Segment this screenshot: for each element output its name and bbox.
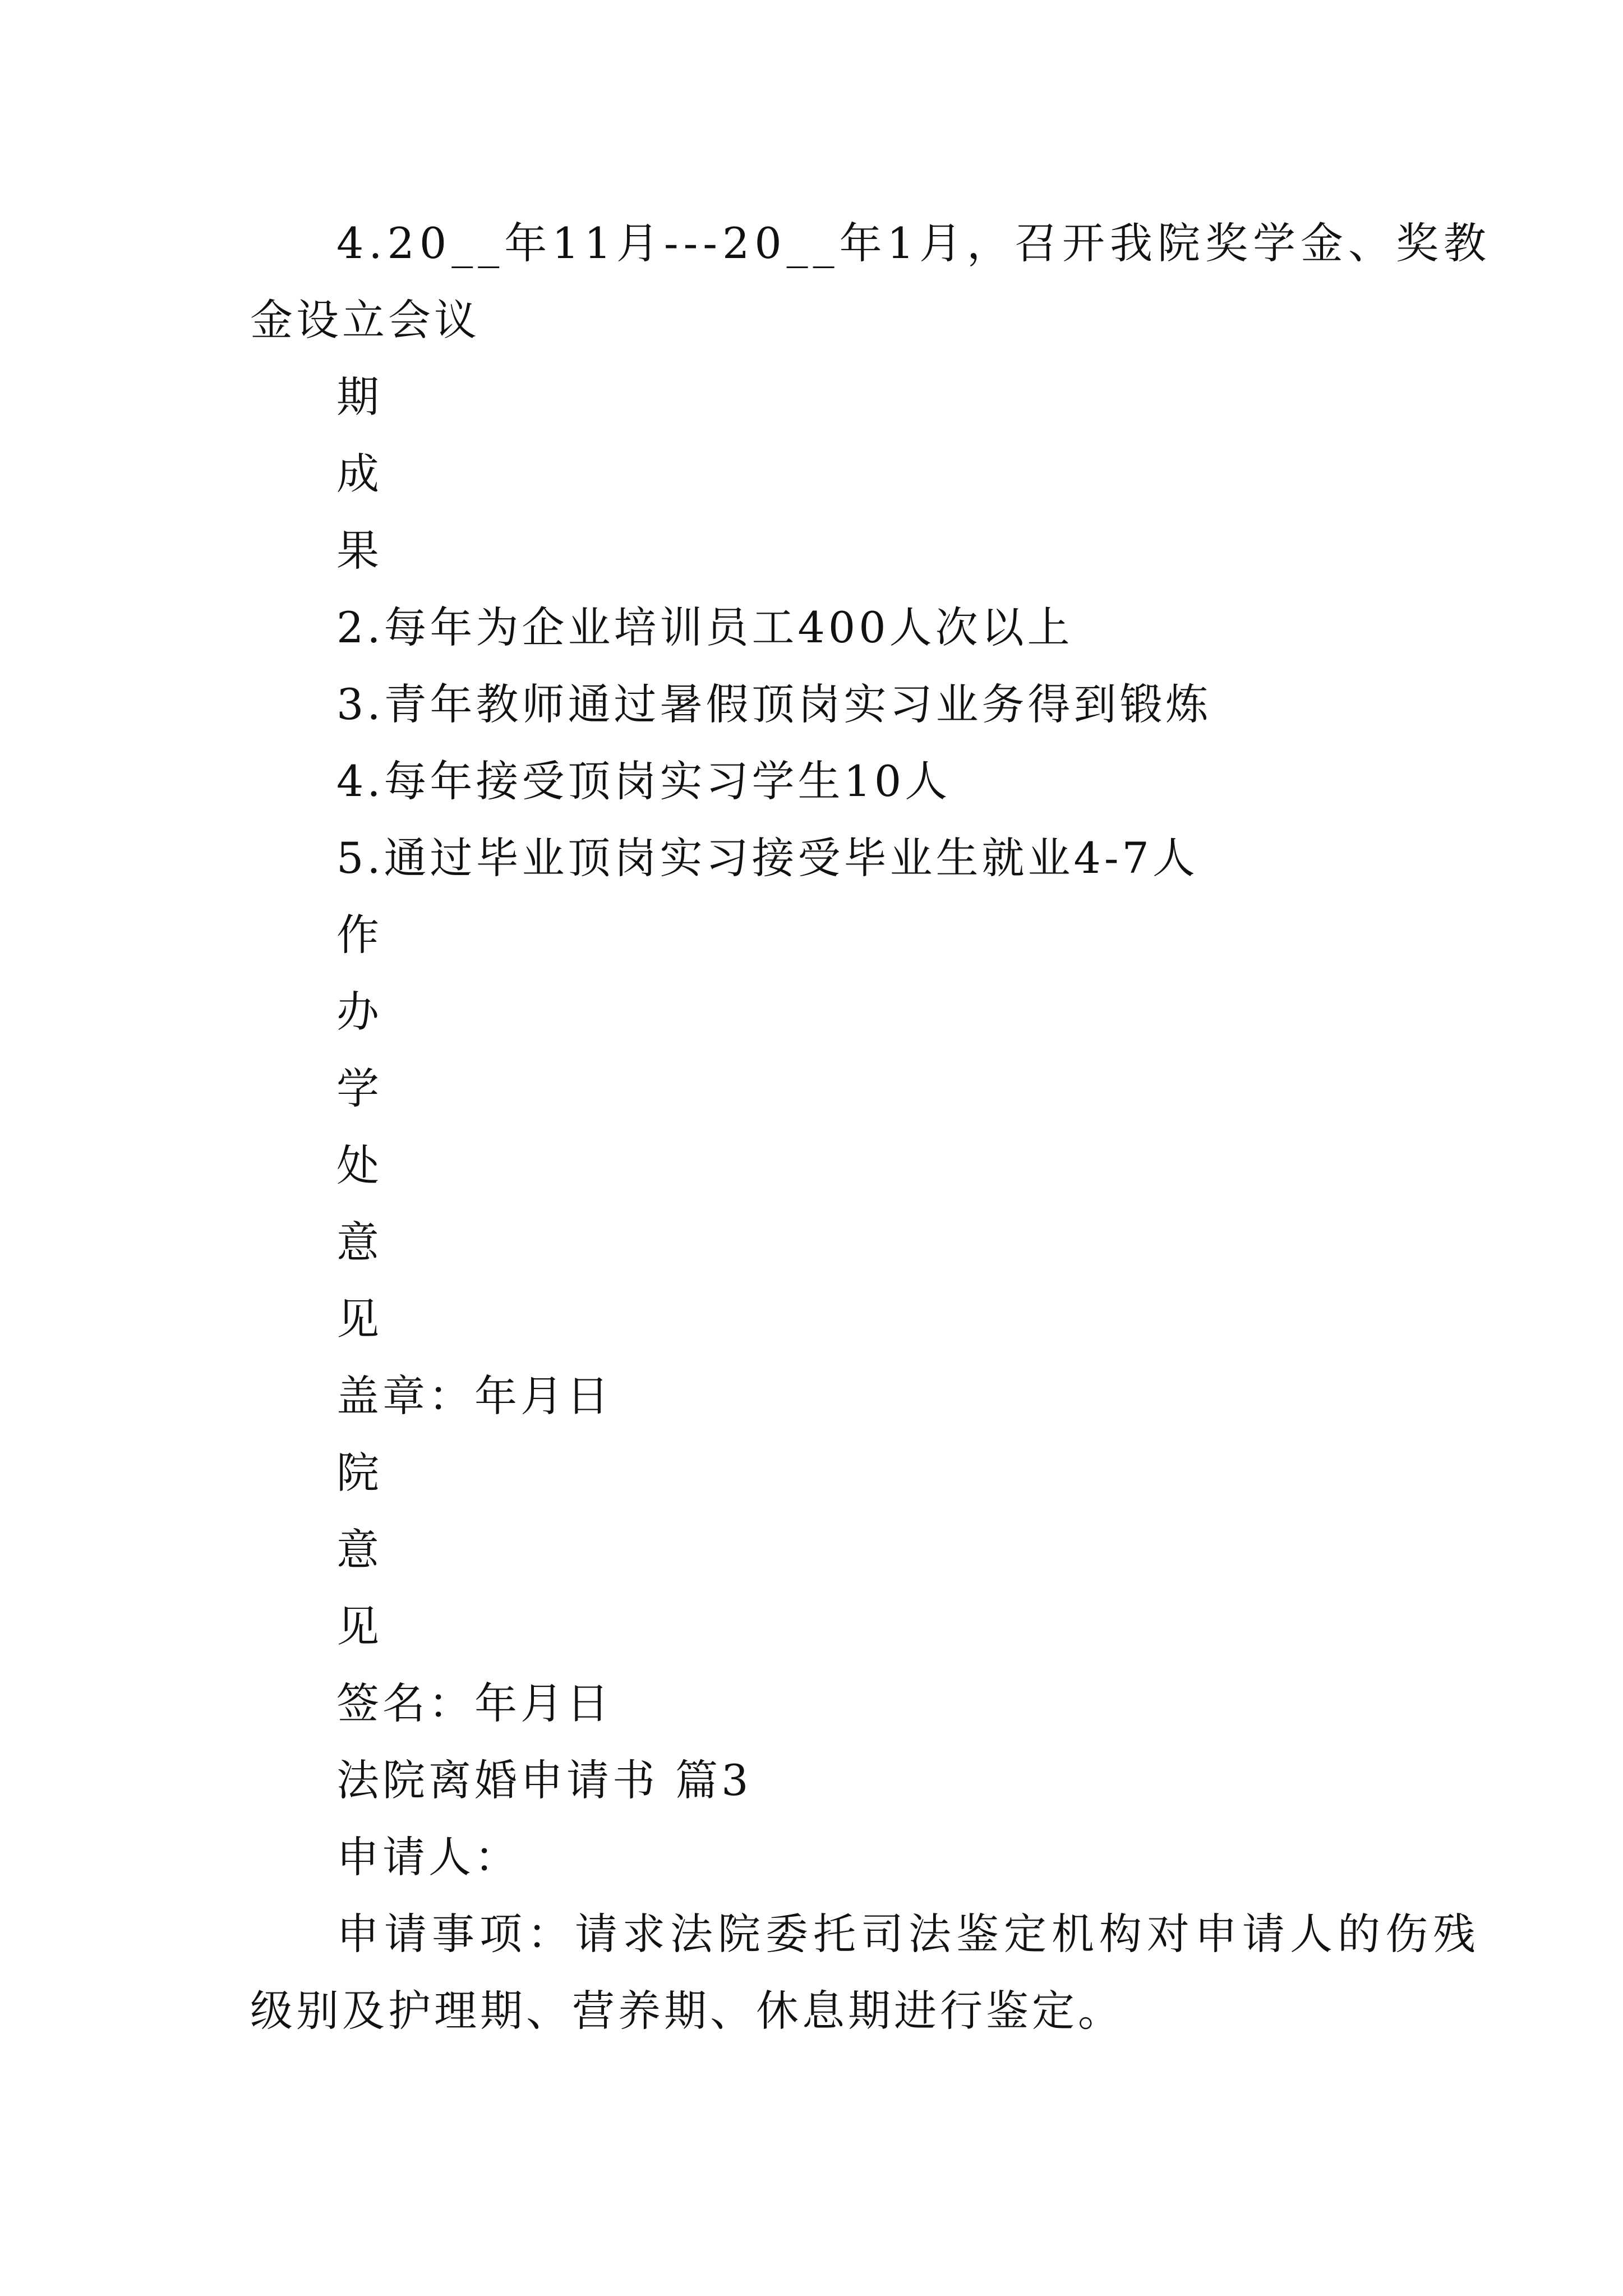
section-heading: 法院离婚申请书 篇3 xyxy=(336,1755,752,1805)
text-line: 办 xyxy=(336,987,382,1037)
text-line: 盖章：年月日 xyxy=(336,1371,612,1421)
text-line: 见 xyxy=(336,1294,382,1344)
text-line: 2.每年为企业培训员工400人次以上 xyxy=(336,602,1073,652)
text-line: 学 xyxy=(336,1064,382,1114)
text-line: 3.青年教师通过暑假顶岗实习业务得到锻炼 xyxy=(336,679,1212,729)
text-line: 意 xyxy=(336,1217,382,1267)
text-line: 意 xyxy=(336,1525,382,1575)
text-line: 处 xyxy=(336,1140,382,1190)
text-line: 期 xyxy=(336,372,382,422)
text-line: 院 xyxy=(336,1448,382,1498)
text-line: 级别及护理期、营养期、休息期进行鉴定。 xyxy=(250,1986,1124,2036)
text-line: 5.通过毕业顶岗实习接受毕业生就业4-7人 xyxy=(336,833,1198,883)
text-line: 金设立会议 xyxy=(250,295,480,345)
text-line: 申请事项：请求法院委托司法鉴定机构对申请人的伤残 xyxy=(336,1909,1481,1959)
text-line: 4.每年接受顶岗实习学生10人 xyxy=(336,756,951,806)
text-line: 见 xyxy=(336,1602,382,1651)
text-line: 申请人： xyxy=(336,1832,520,1882)
text-line: 成 xyxy=(336,449,382,499)
text-line: 作 xyxy=(336,910,382,960)
text-line: 签名：年月日 xyxy=(336,1678,612,1728)
text-line: 果 xyxy=(336,526,382,576)
text-line: 4.20__年11月---20__年1月，召开我院奖学金、奖教 xyxy=(336,218,1492,268)
